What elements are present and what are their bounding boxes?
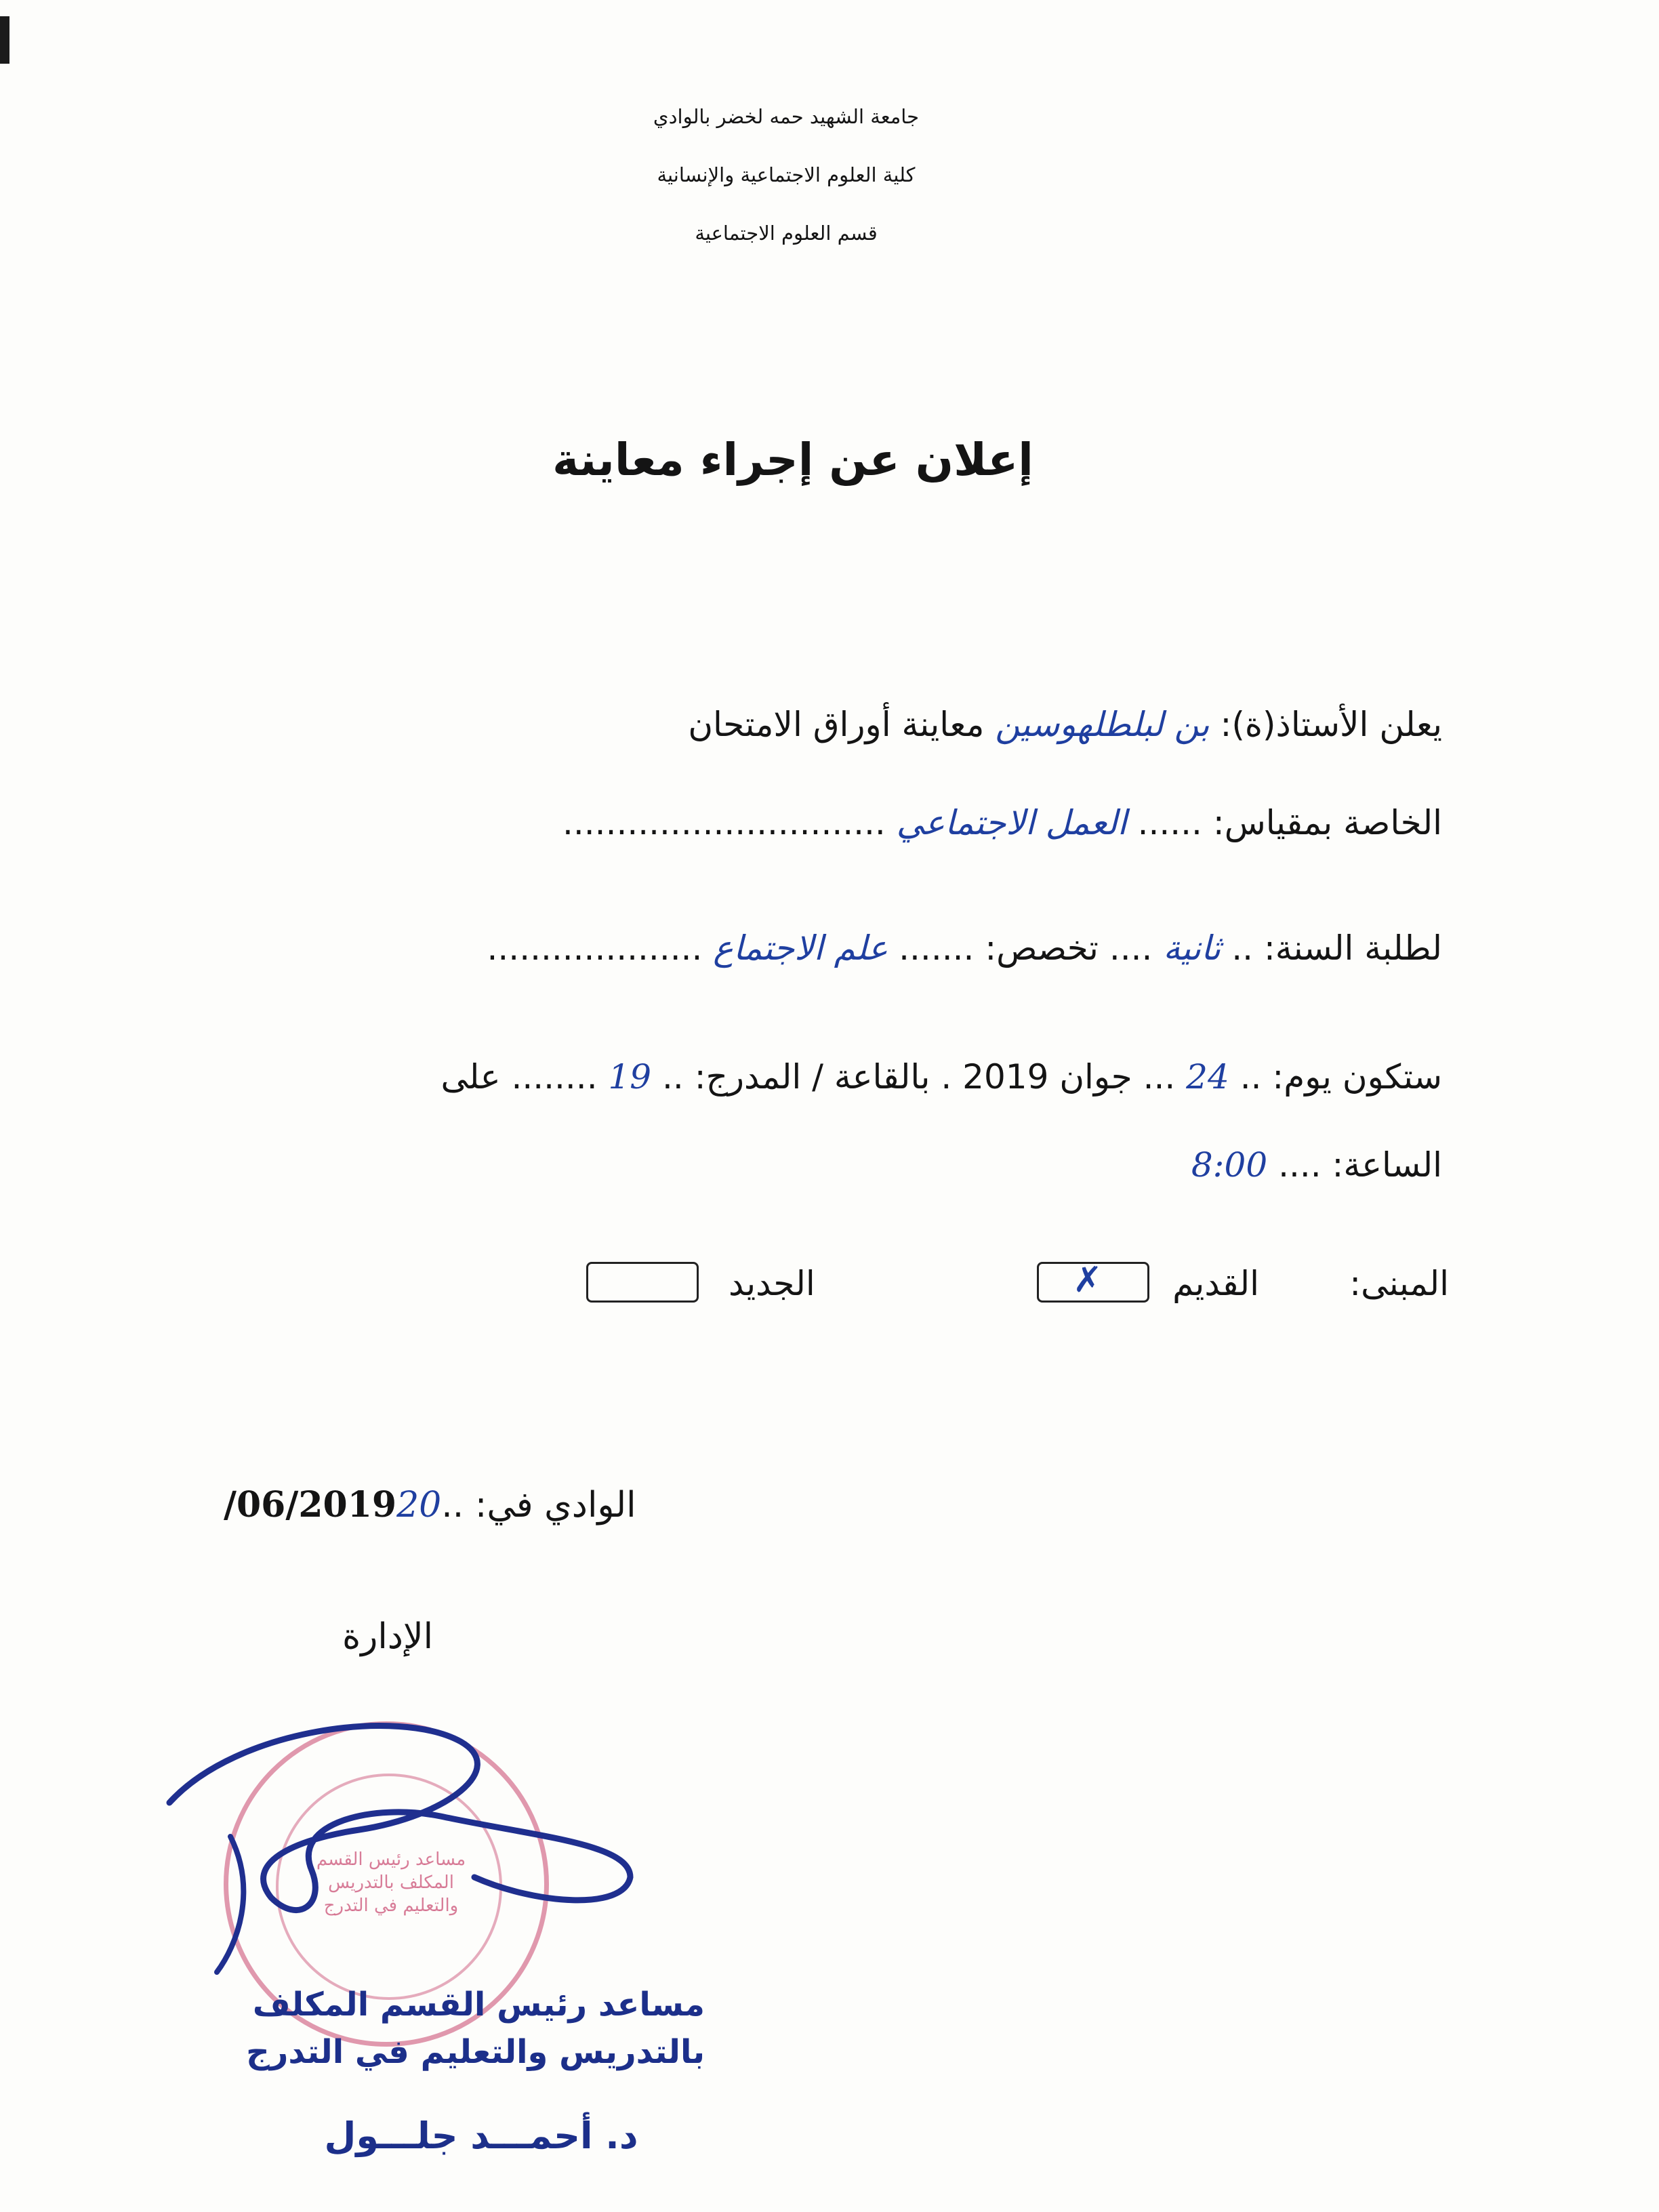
place-label: الوادي في: bbox=[474, 1485, 636, 1525]
dot-leader: .... bbox=[1109, 928, 1153, 968]
scan-edge-mark bbox=[0, 16, 9, 64]
time-handwritten: 8:00 bbox=[1191, 1145, 1268, 1185]
university-name: جامعة الشهيد حمه لخضر بالوادي bbox=[653, 105, 920, 128]
date-rest: /06/2019 bbox=[224, 1484, 397, 1525]
professor-label: يعلن الأستاذ(ة): bbox=[1220, 705, 1442, 744]
on-label: على bbox=[441, 1057, 501, 1097]
old-building-checkbox bbox=[1037, 1262, 1149, 1303]
checkmark-icon: ✗ bbox=[1073, 1260, 1103, 1300]
letterhead bbox=[529, 102, 1044, 276]
day-label: ستكون يوم: bbox=[1272, 1057, 1442, 1097]
signatory-name: د. أحمـــد جلـــول bbox=[324, 2114, 638, 2157]
stamp-line-3: والتعليم في التدرج bbox=[323, 1896, 459, 1916]
dot-leader: ....... bbox=[899, 928, 975, 968]
subject-label: الخاصة بمقياس: bbox=[1212, 803, 1442, 842]
new-building-label: الجديد bbox=[729, 1264, 815, 1303]
dot-leader: .. bbox=[1231, 928, 1254, 968]
professor-name-handwritten: بن لبلطلهوسين bbox=[995, 705, 1210, 744]
announcement-line-3 bbox=[487, 928, 1442, 968]
year-label: لطلبة السنة: bbox=[1263, 928, 1442, 968]
new-building-checkbox bbox=[586, 1262, 699, 1303]
document-title: إعلان عن إجراء معاينة bbox=[552, 434, 1033, 486]
dot-leader: .............................. bbox=[562, 803, 886, 842]
announcement-line-2 bbox=[562, 803, 1442, 842]
date-line bbox=[224, 1484, 636, 1525]
year-handwritten: ثانية bbox=[1163, 928, 1221, 968]
stamp-line-1: مساعد رئيس القسم bbox=[316, 1849, 466, 1870]
stamp-line-2: المكلف بالتدريس bbox=[328, 1872, 454, 1893]
day-handwritten: 24 bbox=[1186, 1057, 1229, 1097]
announcement-line-4 bbox=[441, 1057, 1442, 1097]
administration-label: الإدارة bbox=[342, 1616, 434, 1657]
dot-leader: .... bbox=[1278, 1145, 1322, 1185]
handwritten-signature bbox=[156, 1701, 671, 1986]
faculty-name: كلية العلوم الاجتماعية والإنسانية bbox=[657, 163, 916, 186]
office-title-line-2: بالتدريس والتعليم في التدرج bbox=[246, 2033, 705, 2071]
date-day-handwritten: 20 bbox=[396, 1485, 442, 1525]
department-name: قسم العلوم الاجتماعية bbox=[695, 222, 878, 245]
dot-leader: .. bbox=[662, 1057, 684, 1097]
office-title-line-1: مساعد رئيس القسم المكلف bbox=[252, 1986, 705, 2024]
dot-leader: ...... bbox=[1137, 803, 1202, 842]
dot-leader: ........ bbox=[511, 1057, 598, 1097]
subject-handwritten: العمل الاجتماعي bbox=[896, 803, 1127, 842]
specialty-handwritten: علم الاجتماع bbox=[713, 928, 888, 968]
building-label: المبنى: bbox=[1349, 1264, 1449, 1303]
hall-label: . بالقاعة / المدرج: bbox=[694, 1057, 952, 1097]
time-label: الساعة: bbox=[1332, 1145, 1442, 1185]
announcement-line-5 bbox=[1191, 1145, 1442, 1185]
dot-leader: ... bbox=[1143, 1057, 1176, 1097]
month-year: جوان 2019 bbox=[962, 1057, 1132, 1097]
old-building-label: القديم bbox=[1172, 1264, 1259, 1303]
specialty-label: تخصص: bbox=[985, 928, 1099, 968]
dot-leader: .. bbox=[1240, 1057, 1262, 1097]
line1-suffix: معاينة أوراق الامتحان bbox=[688, 705, 985, 744]
hall-handwritten: 19 bbox=[608, 1057, 652, 1097]
announcement-line-1 bbox=[688, 705, 1442, 744]
dot-leader: .. bbox=[441, 1485, 464, 1525]
dot-leader: .................... bbox=[487, 928, 703, 968]
